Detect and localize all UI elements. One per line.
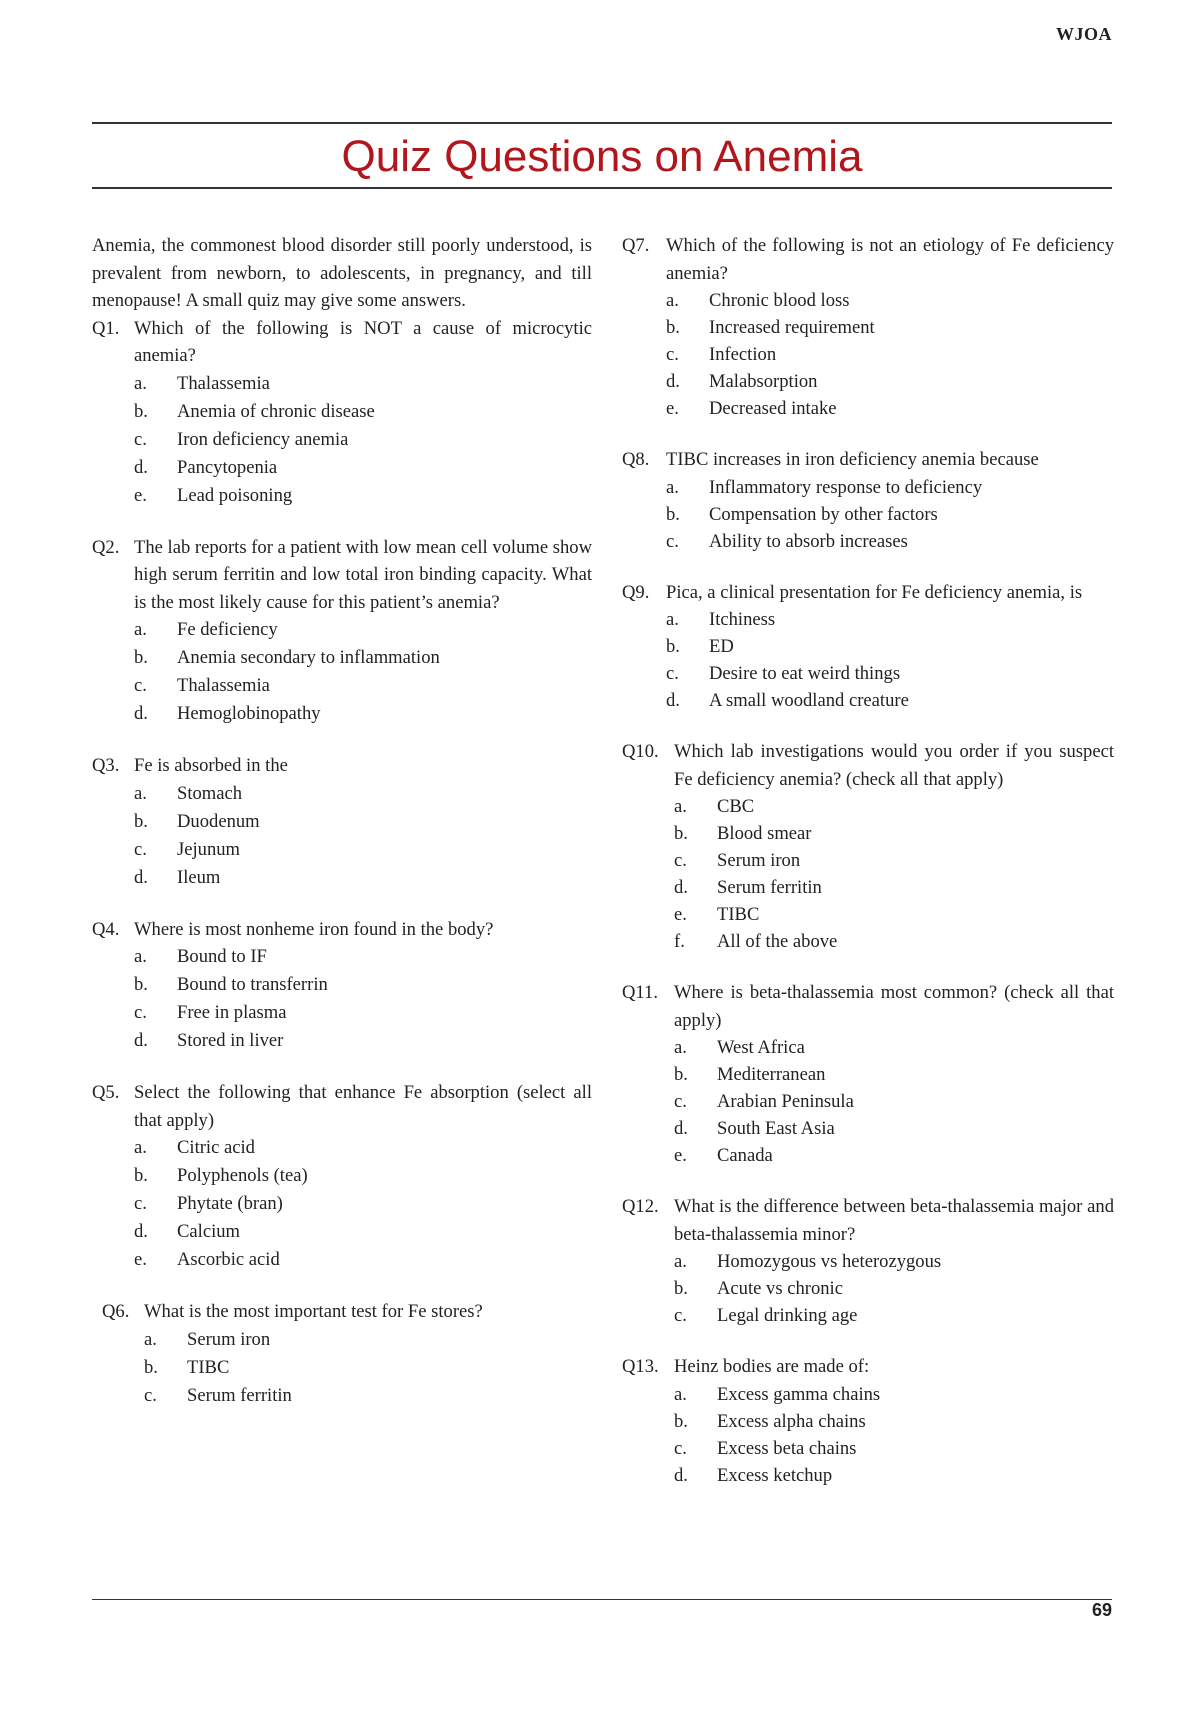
option-text: Serum iron (187, 1328, 271, 1350)
option-text: Ileum (177, 866, 221, 888)
answer-option (134, 616, 592, 644)
answer-option (144, 1354, 592, 1382)
answer-option (674, 793, 1114, 820)
question-number: Q1. (92, 317, 120, 339)
intro-paragraph: Anemia, the commonest blood disorder still poorly understood, is prevalent from newborn, to adolescents, in pregnancy, and till menopause! A small quiz may give some answers. (92, 235, 592, 311)
option-label: b. (134, 647, 148, 668)
option-label: e. (134, 484, 147, 506)
question-header (622, 1353, 1114, 1381)
option-text: Duodenum (177, 810, 260, 832)
answer-option (666, 501, 1114, 528)
option-label: e. (666, 398, 679, 419)
question-number: Q5. (92, 1082, 120, 1103)
option-label: c. (134, 1002, 147, 1023)
answer-option (134, 426, 592, 454)
question-q10 (622, 738, 1114, 955)
option-list (102, 1326, 592, 1410)
option-text: Excess ketchup (717, 1464, 833, 1486)
question-text: Which of the following is not an etiology of Fe deficiency anemia? (666, 235, 1114, 284)
option-text: Acute vs chronic (717, 1278, 843, 1299)
option-text: Pancytopenia (177, 456, 278, 478)
option-text: Lead poisoning (177, 484, 293, 506)
option-text: South East Asia (717, 1118, 835, 1139)
option-label: d. (674, 1118, 688, 1139)
answer-option (674, 1115, 1114, 1142)
option-list (622, 287, 1114, 422)
option-label: a. (674, 796, 687, 817)
option-text: Bound to transferrin (177, 974, 328, 995)
option-label: d. (666, 690, 680, 711)
right-column (622, 232, 1114, 1513)
option-list (92, 943, 592, 1055)
answer-option (666, 341, 1114, 368)
question-number: Q10. (622, 741, 659, 762)
question-number: Q13. (622, 1356, 659, 1377)
answer-option (674, 820, 1114, 847)
option-label: d. (666, 371, 680, 392)
question-header (92, 752, 592, 780)
answer-option (674, 1302, 1114, 1329)
answer-option (134, 943, 592, 971)
option-label: b. (134, 400, 148, 422)
question-text: Which of the following is NOT a cause of microcytic anemia? (134, 317, 592, 366)
option-label: c. (134, 1193, 147, 1214)
option-label: d. (134, 1221, 148, 1242)
right-question-list (622, 232, 1114, 1489)
option-text: Arabian Peninsula (717, 1091, 854, 1112)
question-q1 (92, 315, 592, 510)
question-header (622, 1193, 1114, 1248)
option-label: c. (666, 344, 679, 365)
answer-option (134, 999, 592, 1027)
question-header (102, 1298, 592, 1326)
option-label: e. (134, 1249, 147, 1270)
option-label: b. (674, 1410, 688, 1432)
option-text: Polyphenols (tea) (177, 1165, 308, 1186)
title-rule-top (92, 122, 1112, 124)
question-q8 (622, 446, 1114, 555)
option-label: d. (134, 456, 148, 478)
answer-option (134, 672, 592, 700)
option-label: b. (666, 636, 680, 657)
left-column (92, 232, 592, 1434)
answer-option (674, 928, 1114, 955)
option-text: A small woodland creature (709, 690, 909, 711)
question-q12 (622, 1193, 1114, 1329)
footer-rule (92, 1599, 1112, 1600)
answer-option (134, 700, 592, 728)
option-label: b. (674, 1064, 688, 1085)
option-text: Homozygous vs heterozygous (717, 1251, 942, 1272)
option-text: Stored in liver (177, 1030, 284, 1051)
option-text: Infection (709, 344, 777, 365)
question-number: Q11. (622, 982, 658, 1003)
option-text: Itchiness (709, 609, 776, 630)
option-label: b. (134, 810, 148, 832)
option-list (92, 1134, 592, 1274)
option-list (92, 370, 592, 510)
answer-option (674, 874, 1114, 901)
answer-option (674, 1248, 1114, 1275)
answer-option (134, 1162, 592, 1190)
page-title: Quiz Questions on Anemia (341, 132, 863, 181)
option-label: a. (134, 1137, 147, 1158)
option-text: Phytate (bran) (177, 1193, 283, 1214)
option-label: c. (674, 1091, 687, 1112)
option-text: Anemia of chronic disease (177, 400, 375, 422)
answer-option (674, 901, 1114, 928)
question-header (92, 1079, 592, 1134)
answer-option (674, 1061, 1114, 1088)
option-text: West Africa (717, 1037, 805, 1058)
option-label: b. (666, 503, 680, 525)
question-number: Q3. (92, 755, 120, 776)
option-text: Jejunum (177, 838, 241, 860)
question-number: Q2. (92, 536, 120, 558)
option-label: c. (134, 428, 147, 450)
option-label: a. (674, 1383, 687, 1405)
option-text: CBC (717, 796, 755, 817)
question-header (92, 534, 592, 617)
answer-option (666, 395, 1114, 422)
question-header (622, 232, 1114, 287)
option-label: a. (666, 609, 679, 630)
option-text: Excess beta chains (717, 1437, 857, 1459)
option-list (622, 606, 1114, 714)
answer-option (674, 1435, 1114, 1462)
answer-option (666, 660, 1114, 687)
answer-option (674, 1408, 1114, 1435)
option-text: Decreased intake (709, 398, 837, 419)
question-text: TIBC increases in iron deficiency anemia because (666, 449, 1039, 470)
option-text: Mediterranean (717, 1064, 826, 1085)
journal-name: WJOA (1056, 24, 1112, 44)
option-label: a. (674, 1251, 687, 1272)
option-label: e. (674, 1145, 687, 1166)
question-number: Q4. (92, 918, 120, 940)
question-q13 (622, 1353, 1114, 1489)
option-label: a. (666, 290, 679, 311)
answer-option (666, 314, 1114, 341)
option-text: Desire to eat weird things (709, 663, 901, 684)
option-label: a. (666, 476, 679, 498)
option-label: c. (674, 850, 687, 871)
option-text: Ability to absorb increases (709, 530, 908, 552)
answer-option (666, 474, 1114, 501)
option-text: All of the above (717, 931, 838, 952)
option-label: b. (134, 974, 148, 995)
option-list (622, 1381, 1114, 1489)
answer-option (674, 847, 1114, 874)
answer-option (134, 864, 592, 892)
option-text: Malabsorption (709, 371, 818, 392)
answer-option (674, 1142, 1114, 1169)
option-label: b. (134, 1165, 148, 1186)
option-text: Legal drinking age (717, 1305, 858, 1326)
option-label: b. (674, 823, 688, 844)
option-text: Bound to IF (177, 946, 267, 967)
option-text: Thalassemia (177, 675, 270, 696)
answer-option (134, 1134, 592, 1162)
option-list (92, 616, 592, 728)
answer-option (674, 1275, 1114, 1302)
answer-option (134, 644, 592, 672)
option-text: Free in plasma (177, 1002, 287, 1023)
option-label: a. (144, 1328, 157, 1350)
option-label: c. (674, 1305, 687, 1326)
option-label: c. (666, 663, 679, 684)
option-list (622, 474, 1114, 555)
option-text: Hemoglobinopathy (177, 703, 321, 724)
option-text: Calcium (177, 1221, 240, 1242)
option-list (622, 793, 1114, 955)
option-text: Chronic blood loss (709, 290, 850, 311)
answer-option (666, 687, 1114, 714)
question-q2 (92, 534, 592, 729)
answer-option (666, 287, 1114, 314)
answer-option (144, 1382, 592, 1410)
option-label: a. (134, 782, 147, 804)
answer-option (674, 1381, 1114, 1408)
option-text: Stomach (177, 782, 243, 804)
answer-option (134, 836, 592, 864)
answer-option (666, 528, 1114, 555)
option-list (622, 1248, 1114, 1329)
question-q6 (102, 1298, 592, 1410)
option-label: d. (674, 877, 688, 898)
left-question-list (92, 315, 592, 1410)
option-text: Iron deficiency anemia (177, 428, 349, 450)
question-q3 (92, 752, 592, 892)
question-header (622, 738, 1114, 793)
answer-option (134, 482, 592, 510)
answer-option (134, 1027, 592, 1055)
answer-option (144, 1326, 592, 1354)
option-label: c. (144, 1384, 157, 1406)
answer-option (674, 1088, 1114, 1115)
option-label: a. (134, 372, 147, 394)
option-text: Blood smear (717, 823, 812, 844)
answer-option (674, 1462, 1114, 1489)
question-q5 (92, 1079, 592, 1274)
option-label: c. (134, 838, 147, 860)
answer-option (666, 633, 1114, 660)
question-number: Q8. (622, 449, 650, 470)
option-text: Excess gamma chains (717, 1383, 881, 1405)
answer-option (134, 398, 592, 426)
option-text: Increased requirement (709, 317, 875, 338)
answer-option (134, 1246, 592, 1274)
question-text: Where is beta-thalassemia most common? (check all that apply) (674, 982, 1114, 1031)
option-text: Canada (717, 1145, 773, 1166)
page-number: 69 (1091, 1600, 1112, 1620)
option-text: Thalassemia (177, 372, 270, 394)
option-text: Inflammatory response to deficiency (709, 476, 983, 498)
option-label: e. (674, 904, 687, 925)
answer-option (134, 808, 592, 836)
question-number: Q6. (102, 1301, 130, 1322)
option-text: TIBC (717, 904, 760, 925)
question-number: Q12. (622, 1196, 659, 1217)
question-number: Q9. (622, 581, 650, 603)
question-header (622, 979, 1114, 1034)
answer-option (666, 606, 1114, 633)
option-label: a. (134, 946, 147, 967)
option-label: a. (134, 619, 147, 640)
answer-option (134, 780, 592, 808)
answer-option (134, 454, 592, 482)
question-text: The lab reports for a patient with low mean cell volume show high serum ferritin and low total iron binding capacity. What is the most likely cause for this patient’s anemia? (134, 536, 592, 613)
option-label: a. (674, 1037, 687, 1058)
option-text: Compensation by other factors (709, 503, 938, 525)
question-text: Pica, a clinical presentation for Fe deficiency anemia, is (666, 581, 1083, 603)
title-rule-bottom (92, 187, 1112, 189)
option-label: f. (674, 931, 685, 952)
option-text: Ascorbic acid (177, 1249, 280, 1270)
question-text: Heinz bodies are made of: (674, 1356, 870, 1377)
option-label: b. (144, 1356, 158, 1378)
question-header (92, 916, 592, 944)
option-list (92, 780, 592, 892)
option-text: Serum ferritin (717, 877, 822, 898)
question-q9 (622, 579, 1114, 715)
option-label: d. (674, 1464, 688, 1486)
question-text: Select the following that enhance Fe absorption (select all that apply) (134, 1082, 592, 1131)
answer-option (674, 1034, 1114, 1061)
option-text: ED (709, 636, 734, 657)
question-text: Fe is absorbed in the (134, 755, 288, 776)
question-q4 (92, 916, 592, 1056)
question-text: Where is most nonheme iron found in the body? (134, 918, 494, 940)
option-text: Serum ferritin (187, 1384, 292, 1406)
option-label: c. (666, 530, 679, 552)
question-header (622, 579, 1114, 607)
answer-option (134, 370, 592, 398)
option-label: d. (134, 1030, 148, 1051)
option-label: d. (134, 866, 148, 888)
answer-option (134, 971, 592, 999)
question-number: Q7. (622, 235, 650, 256)
option-label: b. (674, 1278, 688, 1299)
option-label: d. (134, 703, 148, 724)
option-text: TIBC (187, 1356, 230, 1378)
option-text: Anemia secondary to inflammation (177, 647, 440, 668)
answer-option (134, 1190, 592, 1218)
option-text: Fe deficiency (177, 619, 278, 640)
answer-option (666, 368, 1114, 395)
option-label: c. (134, 675, 147, 696)
question-text: What is the most important test for Fe stores? (144, 1301, 483, 1322)
option-list (622, 1034, 1114, 1169)
question-text: Which lab investigations would you order if you suspect Fe deficiency anemia? (check all that apply) (674, 741, 1114, 790)
option-text: Serum iron (717, 850, 801, 871)
option-text: Excess alpha chains (717, 1410, 866, 1432)
option-label: c. (674, 1437, 687, 1459)
answer-option (134, 1218, 592, 1246)
question-text: What is the difference between beta-thalassemia major and beta-thalassemia minor? (674, 1196, 1114, 1245)
question-header (92, 315, 592, 370)
question-header (622, 446, 1114, 474)
option-text: Citric acid (177, 1137, 255, 1158)
question-q11 (622, 979, 1114, 1169)
option-label: b. (666, 317, 680, 338)
question-q7 (622, 232, 1114, 422)
